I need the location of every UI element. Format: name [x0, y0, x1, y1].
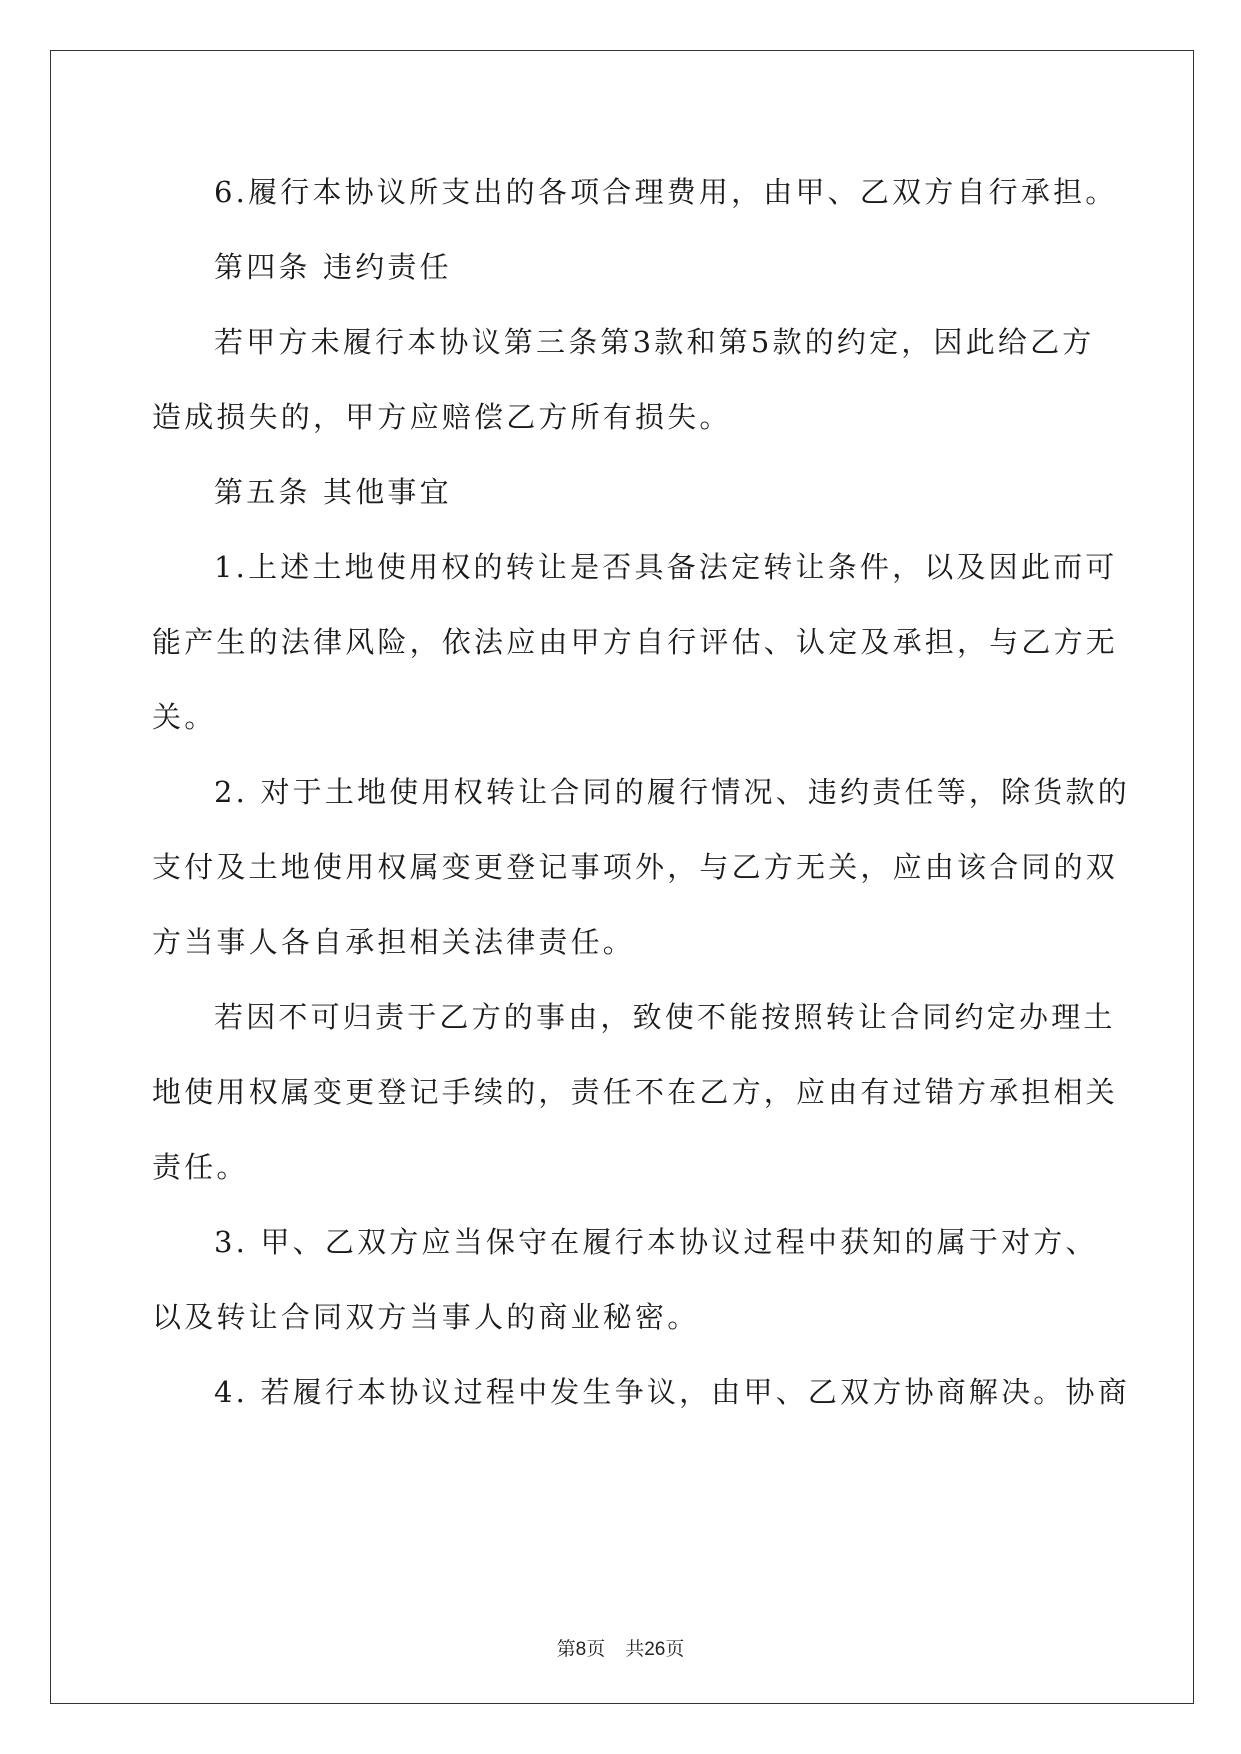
paragraph-line: 地使用权属变更登记手续的，责任不在乙方，应由有过错方承担相关: [152, 1075, 1119, 1109]
page-total: 共26页: [625, 1639, 685, 1660]
clause-line: 6.履行本协议所支出的各项合理费用，由甲、乙双方自行承担。: [214, 175, 1118, 209]
paragraph-line: 方当事人各自承担相关法律责任。: [152, 925, 636, 959]
clause-line: 4. 若履行本协议过程中发生争议，由甲、乙双方协商解决。协商: [214, 1375, 1130, 1409]
paragraph-line: 能产生的法律风险，依法应由甲方自行评估、认定及承担，与乙方无: [152, 625, 1119, 659]
page-number: 第8页: [556, 1639, 606, 1660]
clause-line: 3. 甲、乙双方应当保守在履行本协议过程中获知的属于对方、: [214, 1225, 1098, 1259]
paragraph-line: 造成损失的，甲方应赔偿乙方所有损失。: [152, 400, 732, 434]
section-heading: 第四条 违约责任: [214, 250, 452, 284]
section-heading: 第五条 其他事宜: [214, 475, 452, 509]
clause-line: 2. 对于土地使用权转让合同的履行情况、违约责任等，除货款的: [214, 775, 1130, 809]
paragraph-line: 以及转让合同双方当事人的商业秘密。: [152, 1300, 700, 1334]
clause-line: 1.上述土地使用权的转让是否具备法定转让条件，以及因此而可: [214, 550, 1118, 584]
paragraph-line: 责任。: [152, 1150, 249, 1184]
paragraph-line: 关。: [152, 700, 217, 734]
paragraph-line: 若因不可归责于乙方的事由，致使不能按照转让合同约定办理土: [214, 1000, 1116, 1034]
page-footer: [0, 1634, 1241, 1661]
paragraph-line: 支付及土地使用权属变更登记事项外，与乙方无关，应由该合同的双: [152, 850, 1119, 884]
paragraph-line: 若甲方未履行本协议第三条第3款和第5款的约定，因此给乙方: [214, 325, 1095, 359]
